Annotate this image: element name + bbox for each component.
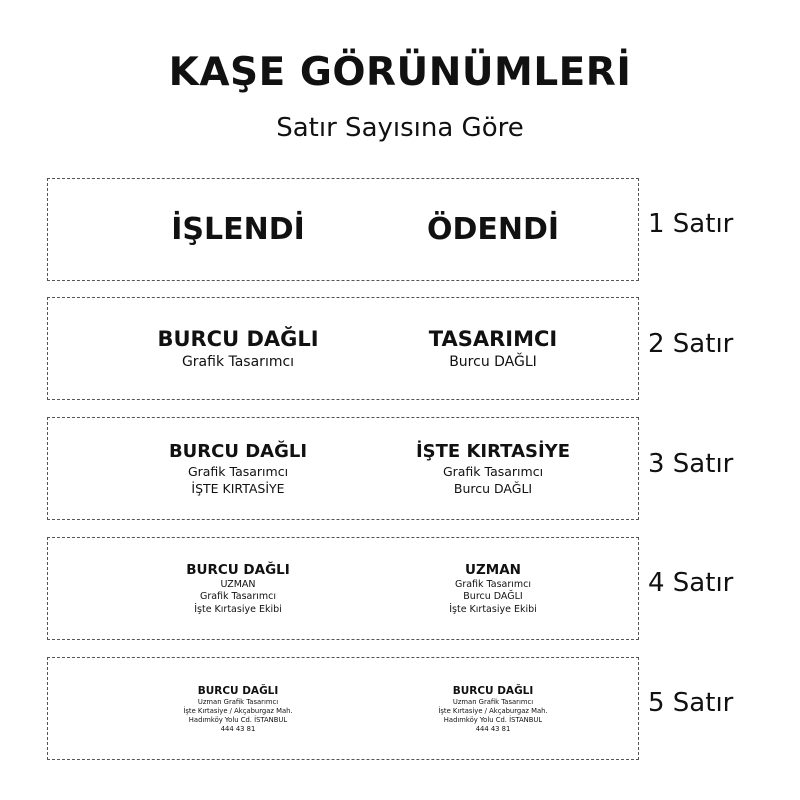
stamp-line-3: Grafik Tasarımcı [199,591,277,603]
stamp-line-1: BURCU DAĞLI [197,684,279,697]
stamp-line-4: Hadımköy Yolu Cd. İSTANBUL [443,715,543,724]
stamp-line-1: BURCU DAĞLI [186,561,290,578]
stamp-row-4 [47,537,639,640]
stamp-line-1: İŞTE KIRTASİYE [415,441,570,462]
stamp-line-4: İşte Kırtasiye Ekibi [449,603,537,615]
stamp-preview-left [103,658,373,759]
page-title: KAŞE GÖRÜNÜMLERİ [168,50,632,95]
stamp-preview-left [103,538,373,639]
stamp-line-2: Uzman Grafik Tasarımcı [197,697,279,706]
stamp-row-3 [47,417,639,520]
stamp-line-4: İşte Kırtasiye Ekibi [194,603,282,615]
stamp-line-5: 444 43 81 [220,724,256,733]
stamp-preview-right [358,658,628,759]
stamp-line-1: UZMAN [465,561,521,578]
row-label-4: 4 Satır [648,568,734,598]
stamp-line-1: BURCU DAĞLI [452,684,534,697]
stamp-preview-left [103,418,373,519]
stamp-line-1: İŞLENDİ [171,211,305,247]
stamp-preview-right [358,418,628,519]
stamp-line-4: Hadımköy Yolu Cd. İSTANBUL [188,715,288,724]
stamp-line-2: Grafik Tasarımcı [442,464,544,479]
row-label-3: 3 Satır [648,449,734,479]
stamp-preview-right [358,298,628,399]
stamp-preview-left [103,298,373,399]
row-label-2: 2 Satır [648,329,734,359]
stamp-row-1 [47,178,639,281]
page-subtitle: Satır Sayısına Göre [276,113,524,143]
row-label-5: 5 Satır [648,688,734,718]
stamp-line-2: Uzman Grafik Tasarımcı [452,697,534,706]
stamp-preview-right [358,538,628,639]
stamp-line-1: BURCU DAĞLI [168,441,308,462]
stamp-line-3: İşte Kırtasiye / Akçaburgaz Mah. [183,706,293,715]
stamp-line-3: İŞTE KIRTASİYE [191,481,285,496]
stamp-line-3: Burcu DAĞLI [463,591,523,603]
stamp-line-3: Burcu DAĞLI [453,481,533,496]
stamp-line-3: İşte Kırtasiye / Akçaburgaz Mah. [438,706,548,715]
row-label-1: 1 Satır [648,209,734,239]
stamp-preview-right [358,179,628,280]
stamp-line-1: ÖDENDİ [426,211,560,247]
stamp-line-1: BURCU DAĞLI [157,326,319,351]
stamp-line-2: Grafik Tasarımcı [187,464,289,479]
stamp-line-2: Grafik Tasarımcı [181,353,295,370]
stamp-row-5 [47,657,639,760]
stamp-line-2: Burcu DAĞLI [449,353,537,370]
stamp-line-5: 444 43 81 [475,724,511,733]
stamp-line-1: TASARIMCI [428,326,558,351]
stamp-preview-left [103,179,373,280]
stamp-row-2 [47,297,639,400]
stamp-line-2: Grafik Tasarımcı [454,578,532,590]
stamp-line-2: UZMAN [220,578,256,590]
